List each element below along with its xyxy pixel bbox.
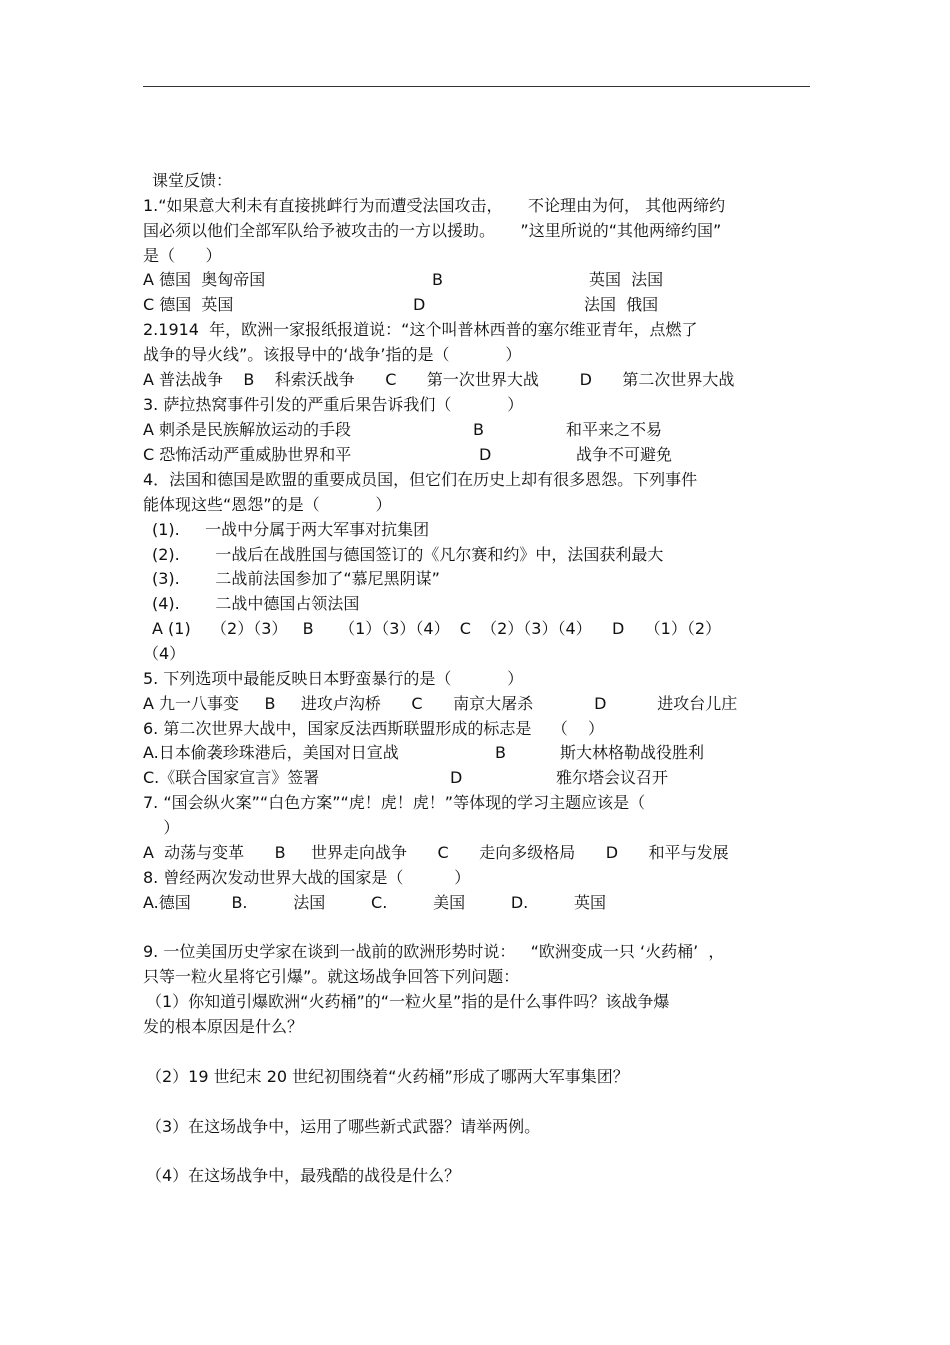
q4-item: (1). 一战中分属于两大军事对抗集团 <box>152 520 430 539</box>
q3-option-d-letter: D <box>479 445 492 464</box>
q7-text: ） <box>143 818 180 837</box>
q3-option-c: C 恐怖活动严重威胁世界和平 <box>143 445 352 464</box>
q1-option-d-letter: D <box>413 295 426 314</box>
q1-option-c: C 德国 英国 <box>143 295 234 314</box>
q7-text: 7. “国会纵火案”“白色方案”“虎！虎！虎！”等体现的学习主题应该是（ <box>143 793 646 812</box>
q6-option-b-letter: B <box>495 743 506 762</box>
q7-options: A 动荡与变革 B 世界走向战争 C 走向多级格局 D 和平与发展 <box>143 843 729 862</box>
q9-part-1: （1）你知道引爆欧洲“火药桶”的“一粒火星”指的是什么事件吗？该战争爆 <box>146 992 670 1011</box>
q1-option-d: 法国 俄国 <box>584 295 659 314</box>
q6-option-d-letter: D <box>450 768 463 787</box>
q3-option-d: 战争不可避免 <box>576 445 673 464</box>
q1-option-b-letter: B <box>432 270 443 289</box>
q4-item: (4). 二战中德国占领法国 <box>152 594 360 613</box>
q8-options: A.德国 B. 法国 C. 美国 D. 英国 <box>143 893 607 912</box>
header-rule <box>143 86 810 87</box>
q2-text: 2.1914 年，欧洲一家报纸报道说：“这个叫普林西普的塞尔维亚青年，点燃了 <box>143 320 698 339</box>
q9-text: 只等一粒火星将它引爆”。就这场战争回答下列问题： <box>143 967 520 986</box>
q9-text: 9. 一位美国历史学家在谈到一战前的欧洲形势时说： “欧洲变成一只 ‘火药桶’ ， <box>143 942 725 961</box>
q6-option-b: 斯大林格勒战役胜利 <box>560 743 705 762</box>
q3-option-b-letter: B <box>473 420 484 439</box>
q8-text: 8. 曾经两次发动世界大战的国家是（ ） <box>143 868 471 887</box>
q1-text: 国必须以他们全部军队给予被攻击的一方以援助。 ”这里所说的“其他两缔约国” <box>143 221 722 240</box>
q4-answer-options: A (1) （2）（3） B （1）（3）（4） C （2）（3）（4） D （1）（2） <box>152 619 722 638</box>
q2-options: A 普法战争 B 科索沃战争 C 第一次世界大战 D 第二次世界大战 <box>143 370 735 389</box>
q3-text: 3. 萨拉热窝事件引发的严重后果告诉我们（ ） <box>143 395 524 414</box>
q9-part-1: 发的根本原因是什么？ <box>143 1017 304 1036</box>
q5-options: A 九一八事变 B 进攻卢沟桥 C 南京大屠杀 D 进攻台儿庄 <box>143 694 738 713</box>
q4-item: (2). 一战后在战胜国与德国签订的《凡尔赛和约》中，法国获利最大 <box>152 545 664 564</box>
q9-part-4: （4）在这场战争中，最残酷的战役是什么？ <box>146 1166 461 1185</box>
q6-option-a: A.日本偷袭珍珠港后，美国对日宣战 <box>143 743 399 762</box>
section-heading: 课堂反馈： <box>152 171 233 190</box>
q3-option-b: 和平来之不易 <box>566 420 663 439</box>
q1-text: 是（ ） <box>143 246 222 265</box>
q5-text: 5. 下列选项中最能反映日本野蛮暴行的是（ ） <box>143 669 524 688</box>
q1-text: 1.“如果意大利未有直接挑衅行为而遭受法国攻击， 不论理由为何， 其他两缔约 <box>143 196 726 215</box>
q6-text: 6. 第二次世界大战中，国家反法西斯联盟形成的标志是 （ ） <box>143 719 605 738</box>
q4-answer-options: （4） <box>143 644 186 663</box>
q2-text: 战争的导火线”。该报导中的‘战争’指的是（ ） <box>143 345 522 364</box>
q6-option-c: C.《联合国家宣言》签署 <box>143 768 320 787</box>
q3-option-a: A 刺杀是民族解放运动的手段 <box>143 420 352 439</box>
q9-part-3: （3）在这场战争中，运用了哪些新式武器？请举两例。 <box>146 1117 541 1136</box>
q4-text: 能体现这些“恩怨”的是（ ） <box>143 495 392 514</box>
q1-option-b: 英国 法国 <box>589 270 664 289</box>
q6-option-d: 雅尔塔会议召开 <box>556 768 669 787</box>
q1-option-a: A 德国 奥匈帝国 <box>143 270 266 289</box>
q9-part-2: （2）19 世纪末 20 世纪初围绕着“火药桶”形成了哪两大军事集团？ <box>146 1067 629 1086</box>
q4-text: 4．法国和德国是欧盟的重要成员国，但它们在历史上却有很多恩怨。下列事件 <box>143 470 698 489</box>
q4-item: (3). 二战前法国参加了“慕尼黑阴谋” <box>152 569 440 588</box>
